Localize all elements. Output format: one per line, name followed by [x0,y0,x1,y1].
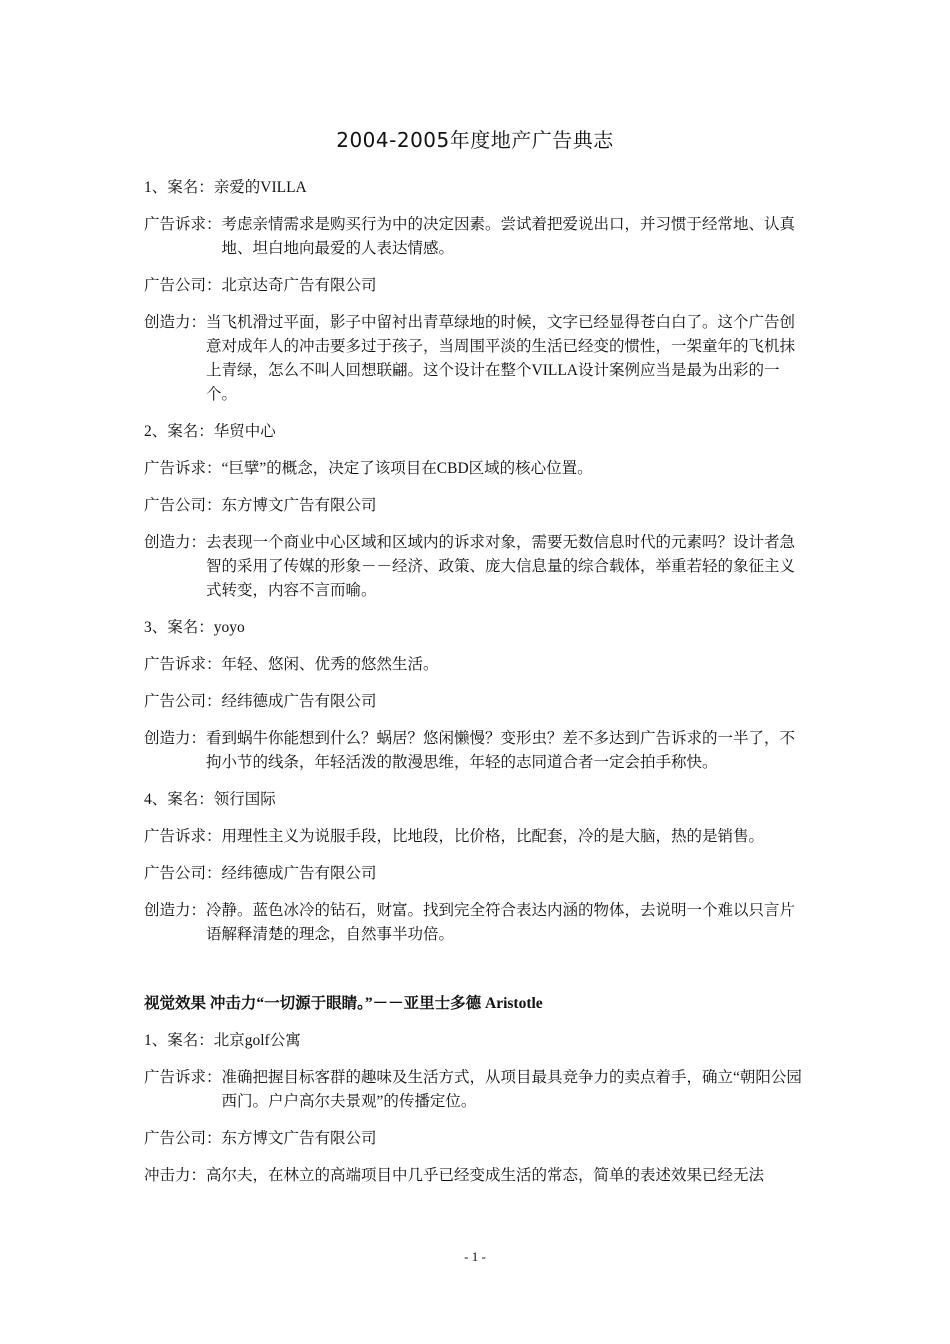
creative-label: 创造力： [144,534,207,551]
visual-case-1-company: 广告公司：东方博文广告有限公司 [144,1130,377,1147]
document-body [144,176,808,1201]
impact-label: 冲击力： [144,1167,207,1184]
creative-text: 当飞机滑过平面，影子中留衬出青草绿地的时候，文字已经显得苍白白了。这个广告创意对成年人的冲击要多过于孩子，当周围平淡的生活已经变的惯性，一架童年的飞机抹上青绿，怎么不叫人回想联翩。这个设计在整个VILLA设计案例应当是最为出彩的一个。 [206,314,796,403]
creative-text: 冷静。蓝色冰冷的钻石，财富。找到完全符合表达内涵的物体，去说明一个难以只言片语解释清楚的理念，自然事半功倍。 [206,902,796,943]
page-number: - 1 - [464,1249,486,1264]
appeal-label: 广告诉求： [144,1069,222,1086]
section-heading-visual: 视觉效果 冲击力“一切源于眼睛。”－－亚里士多德 Aristotle [144,995,543,1012]
appeal-text: “巨擘”的概念，决定了该项目在CBD区域的核心位置。 [221,460,593,477]
creative-text: 看到蜗牛你能想到什么？蜗居？悠闲懒慢？变形虫？差不多达到广告诉求的一半了，不拘小节的线条，年轻活泼的散漫思维，年轻的志同道合者一定会拍手称快。 [206,730,796,771]
appeal-text: 考虑亲情需求是购买行为中的决定因素。尝试着把爱说出口，并习惯于经常地、认真地、坦白地向最爱的人表达情感。 [221,216,796,257]
case-2-name: 2、案名：华贸中心 [144,423,276,440]
case-4-creative [144,899,808,947]
section-spacer [144,960,808,992]
case-2-company: 广告公司：东方博文广告有限公司 [144,497,377,514]
appeal-label: 广告诉求： [144,216,222,233]
case-2-creative [144,531,808,603]
case-4-name: 4、案名：领行国际 [144,791,276,808]
creative-label: 创造力： [144,902,207,919]
creative-label: 创造力： [144,314,207,331]
appeal-label: 广告诉求： [144,656,222,673]
appeal-text: 准确把握目标客群的趣味及生活方式，从项目最具竞争力的卖点着手，确立“朝阳公园西门。户户高尔夫景观”的传播定位。 [221,1069,802,1110]
case-3-appeal [144,653,808,677]
creative-text: 去表现一个商业中心区域和区域内的诉求对象，需要无数信息时代的元素吗？设计者急智的采用了传媒的形象－－经济、政策、庞大信息量的综合载体，举重若轻的象征主义式转变，内容不言而喻。 [206,534,796,599]
case-1-company: 广告公司：北京达奇广告有限公司 [144,277,377,294]
appeal-text: 用理性主义为说服手段，比地段，比价格，比配套，冷的是大脑，热的是销售。 [221,828,765,845]
visual-case-1-name: 1、案名：北京golf公寓 [144,1032,301,1049]
appeal-label: 广告诉求： [144,460,222,477]
case-4-appeal [144,825,808,849]
case-3-name: 3、案名：yoyo [144,619,245,636]
creative-label: 创造力： [144,730,207,747]
case-1-name: 1、案名：亲爱的VILLA [144,179,307,196]
visual-case-1-impact [144,1164,808,1188]
appeal-label: 广告诉求： [144,828,222,845]
document-title: 2004-2005年度地产广告典志 [336,128,614,152]
case-2-appeal [144,457,808,481]
case-1-appeal [144,213,808,261]
appeal-text: 年轻、悠闲、优秀的悠然生活。 [221,656,439,673]
visual-case-1-appeal [144,1066,808,1114]
case-3-creative [144,727,808,775]
case-3-company: 广告公司：经纬德成广告有限公司 [144,693,377,710]
impact-text: 高尔夫，在林立的高端项目中几乎已经变成生活的常态，简单的表述效果已经无法 [206,1167,765,1184]
case-4-company: 广告公司：经纬德成广告有限公司 [144,865,377,882]
case-1-creative [144,311,808,407]
